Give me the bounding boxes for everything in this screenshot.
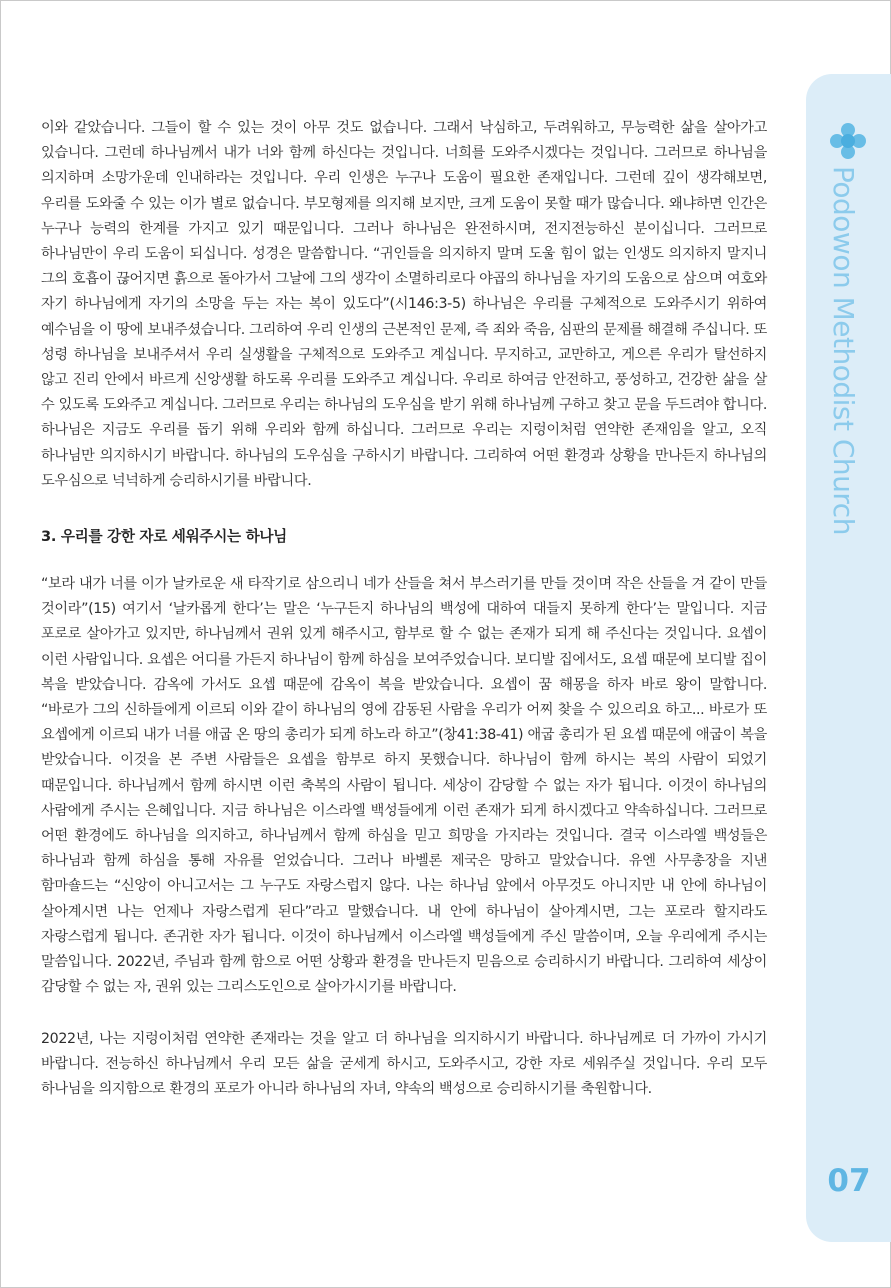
paragraph-3: 2022년, 나는 지렁이처럼 연약한 존재라는 것을 알고 더 하나님을 의지하시기 바랍니다. 하나님께로 더 가까이 가시기 바랍니다. 전능하신 하나님께서 우리 모든 삶을 굳세게 하시고, 도와주시고, 강한 자로 세워주실 것입니다. 우리 모두 하나님을 의지함으로 환경의 포로가 아니라 하나님의 자녀, 약속의 백성으로 승리하시기를 축원합니다. xyxy=(41,1030,767,1097)
grape-cluster-icon xyxy=(830,123,866,159)
church-name-vertical: Podowon Methodist Church xyxy=(827,166,860,535)
paragraph-2: “보라 내가 너를 이가 날카로운 새 타작기로 삼으리니 네가 산들을 쳐서 부스러기를 만들 것이며 작은 산들을 겨 같이 만들 것이라”(15) 여기서 ‘날카롭게 한다’는 말은 ‘누구든지 하나님의 백성에 대하여 대들지 못하게 한다’는 말입니다. 지금 포로로 살아가고 있지만, 하나님께서 권위 있게 해주시고, 함부로 할 수 없는 존재가 되게 해 주신다는 것입니다. 요셉이 이런 사람입니다. 요셉은 어디를 가든지 하나님이 함께 하심을 보여주었습니다. 보디발 집에서도, 요셉 때문에 보디발 집이 복을 받았습니다. 감옥에 가서도 요셉 때문에 감옥이 복을 받았습니다. 요셉이 꿈 해몽을 하자 바로 왕이 말합니다. “바로가 그의 신하들에게 이르되 이와 같이 하나님의 영에 감동된 사람을 우리가 어찌 찾을 수 있으리요 하고... 바로가 또 요셉에게 이르되 내가 너를 애굽 온 땅의 총리가 되게 하노라 하고”(창41:38-41) 애굽 총리가 된 요셉 때문에 애굽이 복을 받았습니다. 이것을 본 주변 사람들은 요셉을 함부로 하지 못했습니다. 하나님이 함께 하시는 복의 사람이 되었기 때문입니다. 하나님께서 함께 하시면 이런 축복의 사람이 됩니다. 세상이 감당할 수 없는 자가 됩니다. 이것이 하나님의 사람에게 주시는 은혜입니다. 지금 하나님은 이스라엘 백성들에게 이런 존재가 되게 하시겠다고 약속하십니다. 그러므로 어떤 환경에도 하나님을 의지하고, 하나님께서 함께 하심을 믿고 희망을 가지라는 것입니다. 결국 이스라엘 백성들은 하나님과 함께 하심을 통해 자유를 얻었습니다. 그러나 바벨론 제국은 망하고 말았습니다. 유엔 사무총장을 지낸 함마숄드는 “신앙이 아니고서는 그 누구도 자랑스럽지 않다. 나는 하나님 앞에서 아무것도 아니지만 내 안에 하나님이 살아계시면 나는 언제나 자랑스럽게 된다”라고 말했습니다. 내 안에 하나님이 살아계시면, 그는 포로라 할지라도 자랑스럽게 됩니다. 존귀한 자가 됩니다. 이것이 하나님께서 이스라엘 백성들에게 주신 말씀이며, 오늘 우리에게 주시는 말씀입니다. 2022년, 주님과 함께 함으로 어떤 상황과 환경을 만나든지 믿음으로 승리하시기 바랍니다. 그리하여 세상이 감당할 수 없는 자, 권위 있는 그리스도인으로 살아가시기를 바랍니다. xyxy=(41,576,767,996)
page-number: 07 xyxy=(827,1163,871,1199)
paragraph-1: 이와 같았습니다. 그들이 할 수 있는 것이 아무 것도 없습니다. 그래서 낙심하고, 두려워하고, 무능력한 삶을 살아가고 있습니다. 그런데 하나님께서 내가 너와 함께 하신다는 것입니다. 너희를 도와주시겠다는 것입니다. 그러므로 하나님을 의지하며 소망가운데 인내하라는 것입니다. 우리 인생은 누구나 도움이 필요한 존재입니다. 그런데 깊이 생각해보면, 우리를 도와줄 수 있는 이가 별로 없습니다. 부모형제를 의지해 보지만, 크게 도움이 못할 때가 많습니다. 왜냐하면 인간은 누구나 능력의 한계를 가지고 있기 때문입니다. 그러나 하나님은 완전하시며, 전지전능하신 분이십니다. 그러므로 하나님만이 우리 도움이 되십니다. 성경은 말씀합니다. “귀인들을 의지하지 말며 도울 힘이 없는 인생도 의지하지 말지니 그의 호흡이 끊어지면 흙으로 돌아가서 그날에 그의 생각이 소멸하리로다 야곱의 하나님을 자기의 도움으로 삼으며 여호와 자기 하나님에게 자기의 소망을 두는 자는 복이 있도다”(시146:3-5) 하나님은 우리를 구체적으로 도와주시기 위하여 예수님을 이 땅에 보내주셨습니다. 그리하여 우리 인생의 근본적인 문제, 즉 죄와 죽음, 심판의 문제를 해결해 주십니다. 또 성령 하나님을 보내주셔서 우리 실생활을 구체적으로 도와주고 계십니다. 무지하고, 교만하고, 게으른 우리가 탈선하지 않고 진리 안에서 바르게 신앙생활 하도록 우리를 도와주고 계십니다. 우리로 하여금 안전하고, 풍성하고, 건강한 삶을 살 수 있도록 도와주고 계십니다. 그러므로 우리는 하나님의 도우심을 받기 위해 하나님께 구하고 찾고 문을 두드려야 합니다. 하나님은 지금도 우리를 돕기 위해 우리와 함께 하십니다. 그러므로 우리는 지렁이처럼 연약한 존재임을 알고, 오직 하나님만 의지하시기 바랍니다. 하나님의 도우심을 구하시기 바랍니다. 그리하여 어떤 환경과 상황을 만나든지 하나님의 도우심으로 넉넉하게 승리하시기를 바랍니다. xyxy=(41,120,767,489)
sermon-body xyxy=(41,116,767,1102)
section-heading: 3. 우리를 강한 자로 세워주시는 하나님 xyxy=(41,528,287,546)
